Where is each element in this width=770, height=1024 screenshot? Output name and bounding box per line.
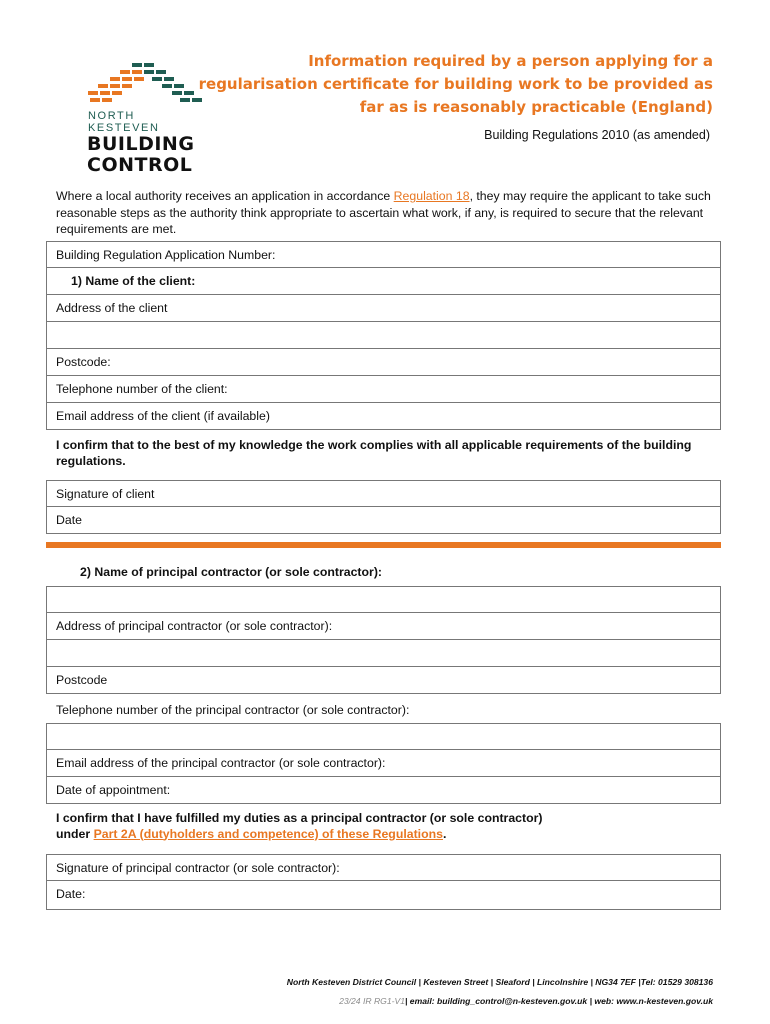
client-address-blank-field[interactable] [46,322,721,349]
contractor-signature-field[interactable]: Signature of principal contractor (or sole contractor): [46,854,721,881]
client-telephone-field[interactable]: Telephone number of the client: [46,376,721,403]
brick-logo-icon [86,60,202,106]
client-postcode-field[interactable]: Postcode: [46,349,721,376]
page-subtitle: Building Regulations 2010 (as amended) [484,128,710,142]
contractor-heading: 2) Name of principal contractor (or sole contractor): [80,565,383,579]
client-date-field[interactable]: Date [46,507,721,534]
section-divider [46,542,721,548]
contractor-postcode-field[interactable]: Postcode [46,667,721,694]
contractor-date-field[interactable]: Date: [46,881,721,910]
client-details-table [46,241,721,430]
client-signature-table [46,480,721,534]
contractor-appointment-date-field[interactable]: Date of appointment: [46,777,721,804]
intro-text-after: , they may require the applicant to take such reasonable steps as the authority think appropriate to ascertain what work, if any, is required to secure that the relevant requirements are met. [56,189,711,236]
intro-paragraph [56,188,716,238]
footer-email-web: | email: building_control@n-kesteven.gov.uk | web: www.n-kesteven.gov.uk [405,996,713,1006]
application-number-field[interactable]: Building Regulation Application Number: [46,241,721,268]
contractor-telephone-field[interactable] [46,723,721,750]
contractor-details-table [46,586,721,694]
footer-address: North Kesteven District Council | Kesteven Street | Sleaford | Lincolnshire | NG34 7EF |Tel: 01529 308136 [286,977,713,987]
contractor-address-blank-field[interactable] [46,640,721,667]
client-signature-field[interactable]: Signature of client [46,480,721,507]
part-2a-link[interactable]: Part 2A (dutyholders and competence) of these Regulations [93,826,443,841]
contractor-name-field[interactable] [46,586,721,613]
client-name-field[interactable]: 1) Name of the client: [46,268,721,295]
contractor-confirm-end: . [442,826,447,841]
footer-version: 23/24 IR RG1-V1 [339,996,405,1006]
contractor-email-field[interactable]: Email address of the principal contractor (or sole contractor): [46,750,721,777]
org-logo [86,60,206,176]
contractor-telephone-label: Telephone number of the principal contractor (or sole contractor): [56,703,410,717]
contractor-confirm-line2 [56,827,716,843]
footer-contact [339,996,713,1006]
regulation-18-link[interactable]: Regulation 18 [393,189,470,203]
client-address-field[interactable]: Address of the client [46,295,721,322]
contractor-contact-table [46,723,721,804]
logo-line-building: BUILDING [87,133,195,155]
intro-text-before: Where a local authority receives an application in accordance [56,189,394,203]
logo-org-line: NORTH KESTEVEN [88,110,160,134]
page-title: Information required by a person applying for a regularisation certificate for building work to be provided as far as is reasonably practicable (England) [198,52,713,116]
contractor-confirm-line1: I confirm that I have fulfilled my duties as a principal contractor (or sole contractor) [56,811,543,825]
contractor-confirm-under: under [56,826,94,841]
contractor-confirmation-text [56,811,716,842]
client-confirmation-text: I confirm that to the best of my knowledge the work complies with all applicable requirements of the building regulations. [56,438,692,468]
contractor-address-field[interactable]: Address of principal contractor (or sole contractor): [46,613,721,640]
logo-line-control: CONTROL [87,154,193,176]
contractor-signature-table [46,854,721,910]
client-email-field[interactable]: Email address of the client (if available) [46,403,721,430]
